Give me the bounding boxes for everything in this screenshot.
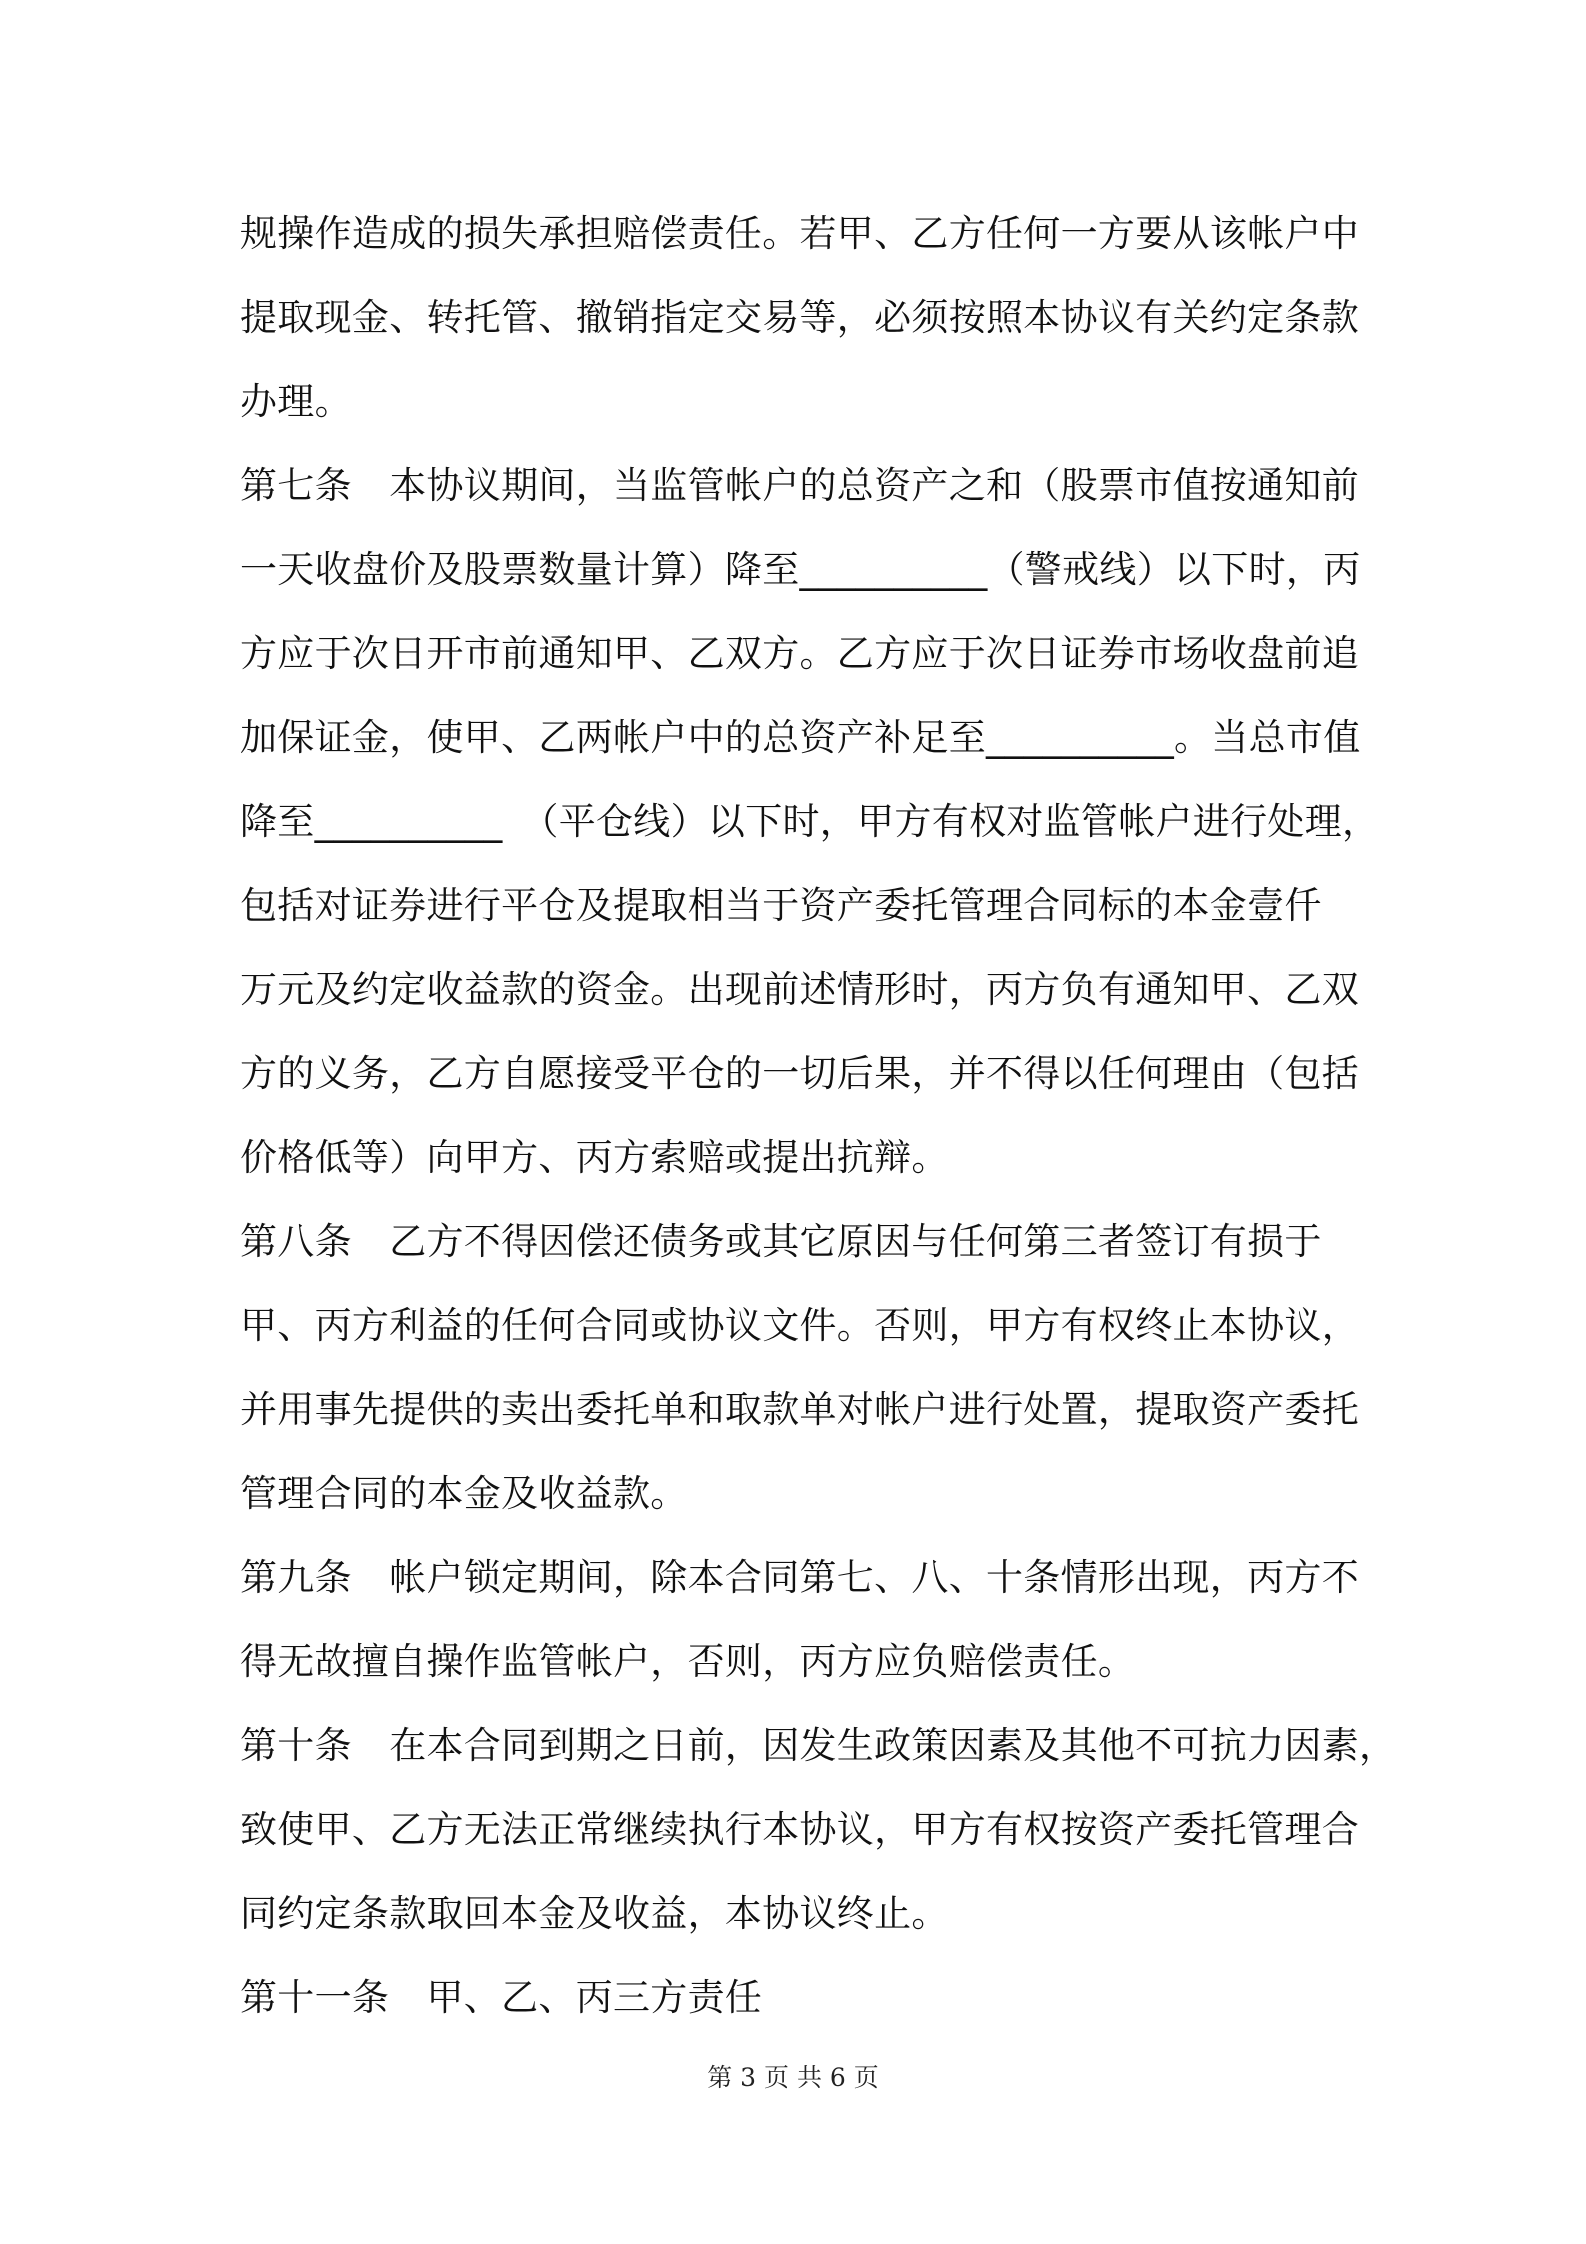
text-line: 同约定条款取回本金及收益，本协议终止。 [240, 1892, 949, 1935]
clause-8-heading-line: 第八条 乙方不得因偿还债务或其它原因与任何第三者签订有损于 [240, 1220, 1322, 1263]
clause-9-heading-line: 第九条 帐户锁定期间，除本合同第七、八、十条情形出现，丙方不 [240, 1556, 1359, 1599]
text-line: 加保证金，使甲、乙两帐户中的总资产补足至__________。当总市值 [240, 716, 1361, 759]
clause-11-heading-line: 第十一条 甲、乙、丙三方责任 [240, 1976, 763, 2019]
text-line: 一天收盘价及股票数量计算）降至__________（警戒线）以下时，丙 [240, 548, 1361, 591]
text-line: 得无故擅自操作监管帐户，否则，丙方应负赔偿责任。 [240, 1640, 1136, 1683]
clause-10-heading-line: 第十条 在本合同到期之日前，因发生政策因素及其他不可抗力因素， [240, 1724, 1397, 1767]
text-line: 办理。 [240, 380, 352, 423]
text-line: 降至__________ （平仓线）以下时，甲方有权对监管帐户进行处理， [240, 800, 1380, 843]
clause-7-heading-line: 第七条 本协议期间，当监管帐户的总资产之和（股票市值按通知前 [240, 464, 1359, 507]
text-line: 提取现金、转托管、撤销指定交易等，必须按照本协议有关约定条款 [240, 296, 1359, 339]
text-line: 致使甲、乙方无法正常继续执行本协议，甲方有权按资产委托管理合 [240, 1808, 1359, 1851]
document-body [240, 192, 1397, 2040]
text-line: 管理合同的本金及收益款。 [240, 1472, 688, 1515]
text-line: 方的义务，乙方自愿接受平仓的一切后果，并不得以任何理由（包括 [240, 1052, 1359, 1095]
text-line: 并用事先提供的卖出委托单和取款单对帐户进行处置，提取资产委托 [240, 1388, 1359, 1431]
text-line: 甲、丙方利益的任何合同或协议文件。否则，甲方有权终止本协议， [240, 1304, 1359, 1347]
text-line: 包括对证券进行平仓及提取相当于资产委托管理合同标的本金壹仟 [240, 884, 1322, 927]
text-line: 规操作造成的损失承担赔偿责任。若甲、乙方任何一方要从该帐户中 [240, 212, 1359, 255]
text-line: 价格低等）向甲方、丙方索赔或提出抗辩。 [240, 1136, 949, 1179]
text-line: 万元及约定收益款的资金。出现前述情形时，丙方负有通知甲、乙双 [240, 968, 1359, 1011]
text-line: 方应于次日开市前通知甲、乙双方。乙方应于次日证券市场收盘前追 [240, 632, 1359, 675]
page-number-footer: 第 3 页 共 6 页 [707, 2063, 879, 2092]
